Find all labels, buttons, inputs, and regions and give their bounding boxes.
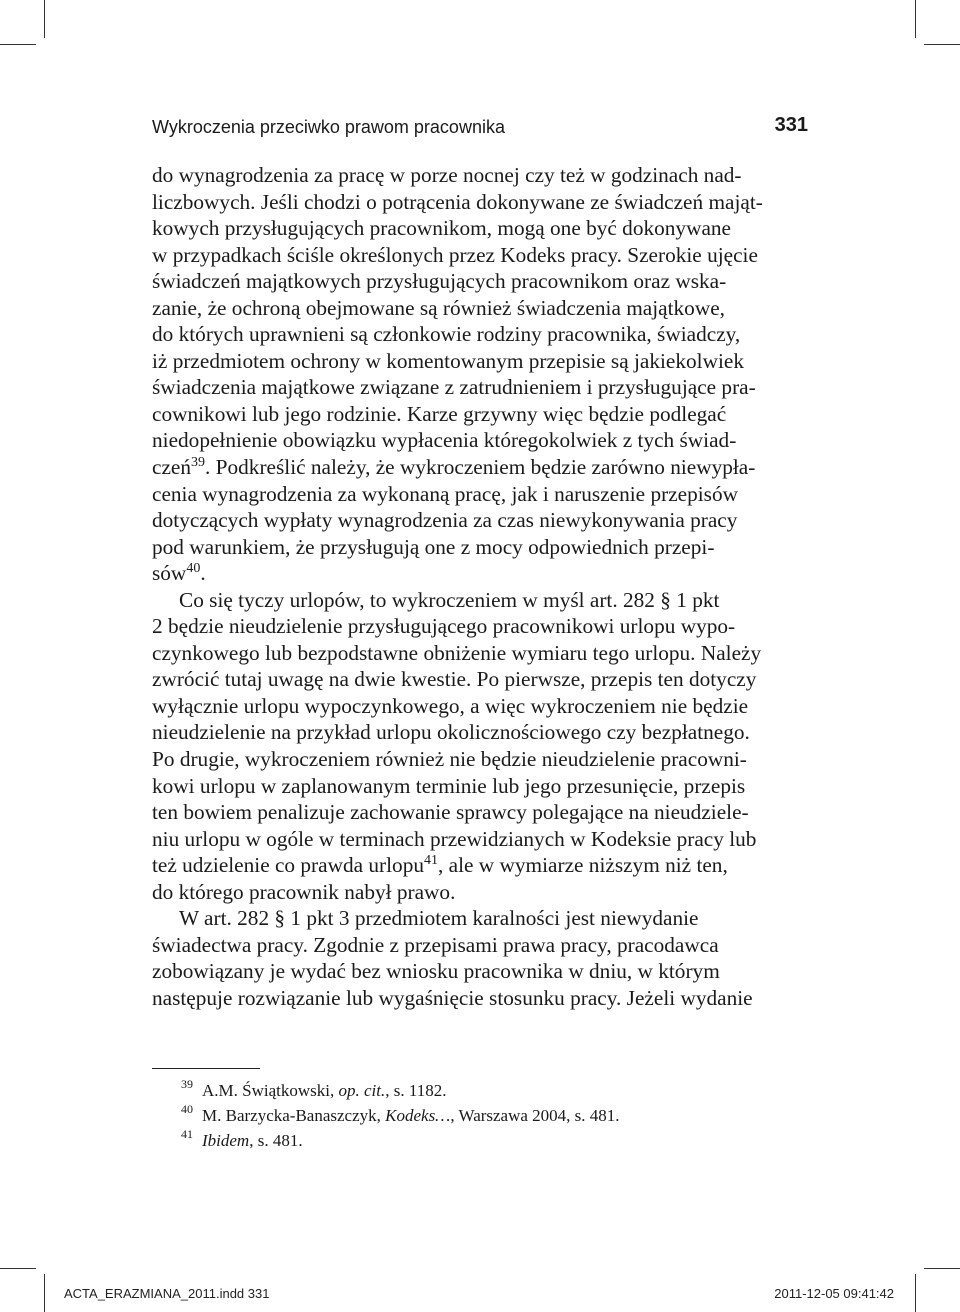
text-fragment: czeń: [152, 455, 192, 480]
footnote-mark: 41: [181, 1127, 193, 1141]
text-line: niedopełnienie obowiązku wypłacenia któregokolwiek z tych świad-: [152, 428, 737, 453]
crop-mark-left-bottom: [0, 1268, 36, 1269]
text-fragment: op. cit.: [338, 1081, 386, 1100]
footnotes: [152, 1078, 808, 1153]
slug-timestamp: 2011-12-05 09:41:42: [774, 1286, 894, 1301]
text-line: pod warunkiem, że przysługują one z mocy odpowiednich przepi-: [152, 534, 715, 559]
text-fragment: M. Barzycka-Banaszczyk,: [202, 1106, 386, 1125]
crop-mark-top-left: [44, 0, 45, 38]
page-number: 331: [774, 114, 808, 136]
footnote-text: [181, 1131, 303, 1150]
text-line: w przypadkach ściśle określonych przez Kodeks pracy. Szerokie ujęcie: [152, 242, 758, 267]
paragraph-3: [152, 905, 808, 1011]
text-fragment: A.M. Świątkowski,: [202, 1081, 339, 1100]
text-line: kowi urlopu w zaplanowanym terminie lub jego przesunięcie, przepis: [152, 773, 746, 798]
crop-mark-top-right: [915, 0, 916, 38]
text-line: Co się tyczy urlopów, to wykroczeniem w myśl art. 282 § 1 pkt: [179, 587, 720, 612]
text-fragment: . Podkreślić należy, że wykroczeniem będzie zarówno niewypła-: [205, 455, 756, 480]
text-line: Po drugie, wykroczeniem również nie będzie nieudzielenie pracowni-: [152, 747, 747, 772]
footnote-text: [181, 1081, 446, 1100]
footnote-ref-40[interactable]: 40: [186, 561, 201, 577]
footnote-mark: 39: [181, 1077, 193, 1091]
text-line: niu urlopu w ogóle w terminach przewidzianych w Kodeksie pracy lub: [152, 826, 757, 851]
crop-mark-bottom-left: [44, 1274, 45, 1312]
text-line: [152, 454, 808, 481]
text-line: wyłącznie urlopu wypoczynkowego, a więc wykroczeniem nie będzie: [152, 693, 749, 718]
footnote-ref-39[interactable]: 39: [191, 455, 206, 471]
text-line: W art. 282 § 1 pkt 3 przedmiotem karalności jest niewydanie: [179, 906, 699, 931]
text-fragment: , s. 481.: [249, 1131, 303, 1150]
text-line: do którego pracownik nabył prawo.: [152, 879, 456, 904]
paragraph-1: [152, 162, 808, 587]
text-fragment: , ale w wymiarze niższym niż ten,: [438, 853, 728, 878]
paragraph-2: [152, 587, 808, 906]
footnote-mark: 40: [181, 1102, 193, 1116]
text-line: iż przedmiotem ochrony w komentowanym przepisie są jakiekolwiek: [152, 348, 744, 373]
text-line: czynkowego lub bezpodstawne obniżenie wymiaru tego urlopu. Należy: [152, 640, 762, 665]
text-line: świadczeń majątkowych przysługujących pracownikom oraz wska-: [152, 269, 727, 294]
footnote-39: [152, 1078, 808, 1103]
crop-mark-bottom-right: [915, 1274, 916, 1312]
running-header: [152, 114, 808, 144]
text-line: dotyczących wypłaty wynagrodzenia za czas niewykonywania pracy: [152, 508, 738, 533]
crop-mark-left-top: [0, 44, 36, 45]
body-text: [152, 162, 808, 1012]
text-fragment: też udzielenie co prawda urlopu: [152, 853, 425, 878]
text-line: świadczenia majątkowe związane z zatrudnieniem i przysługujące pra-: [152, 375, 756, 400]
crop-mark-right-bottom: [924, 1268, 960, 1269]
text-line: liczbowych. Jeśli chodzi o potrącenia dokonywane ze świadczeń mająt-: [152, 189, 763, 214]
text-line: zwrócić tutaj uwagę na dwie kwestie. Po pierwsze, przepis ten dotyczy: [152, 667, 757, 692]
text-line: cownikowi lub jego rodzinie. Karze grzywny więc będzie podlegać: [152, 401, 727, 426]
footnote-divider: [152, 1068, 260, 1069]
slug-filename: ACTA_ERAZMIANA_2011.indd 331: [64, 1286, 270, 1301]
text-fragment: Ibidem: [202, 1131, 250, 1150]
text-line: zobowiązany je wydać bez wniosku pracownika w dniu, w którym: [152, 959, 720, 984]
text-fragment: sów: [152, 561, 187, 586]
text-fragment: Kodeks…: [385, 1106, 451, 1125]
text-line: do których uprawnieni są członkowie rodziny pracownika, świadczy,: [152, 322, 741, 347]
text-line: [152, 852, 808, 879]
text-line: następuje rozwiązanie lub wygaśnięcie stosunku pracy. Jeżeli wydanie: [152, 985, 753, 1010]
text-line: nieudzielenie na przykład urlopu okolicznościowego czy bezpłatnego.: [152, 720, 750, 745]
text-line: ten bowiem penalizuje zachowanie sprawcy polegające na nieudziele-: [152, 800, 749, 825]
text-line: do wynagrodzenia za pracę w porze nocnej czy też w godzinach nad-: [152, 163, 742, 187]
footnote-text: [181, 1106, 620, 1125]
running-header-title: Wykroczenia przeciwko prawom pracownika: [152, 117, 505, 137]
text-line: 2 będzie nieudzielenie przysługującego pracownikowi urlopu wypo-: [152, 614, 736, 639]
text-line: kowych przysługujących pracownikom, mogą one być dokonywane: [152, 216, 731, 241]
footnote-40: [152, 1103, 808, 1128]
text-fragment: , s. 1182.: [385, 1081, 447, 1100]
footnote-ref-41[interactable]: 41: [424, 853, 439, 869]
crop-mark-right-top: [924, 44, 960, 45]
text-line: świadectwa pracy. Zgodnie z przepisami prawa pracy, pracodawca: [152, 932, 719, 957]
text-line: [152, 560, 808, 587]
text-line: zanie, że ochroną obejmowane są również świadczenia majątkowe,: [152, 295, 725, 320]
text-line: cenia wynagrodzenia za wykonaną pracę, jak i naruszenie przepisów: [152, 481, 738, 506]
text-fragment: .: [200, 561, 206, 586]
text-fragment: , Warszawa 2004, s. 481.: [450, 1106, 620, 1125]
footnote-41: [152, 1128, 808, 1153]
